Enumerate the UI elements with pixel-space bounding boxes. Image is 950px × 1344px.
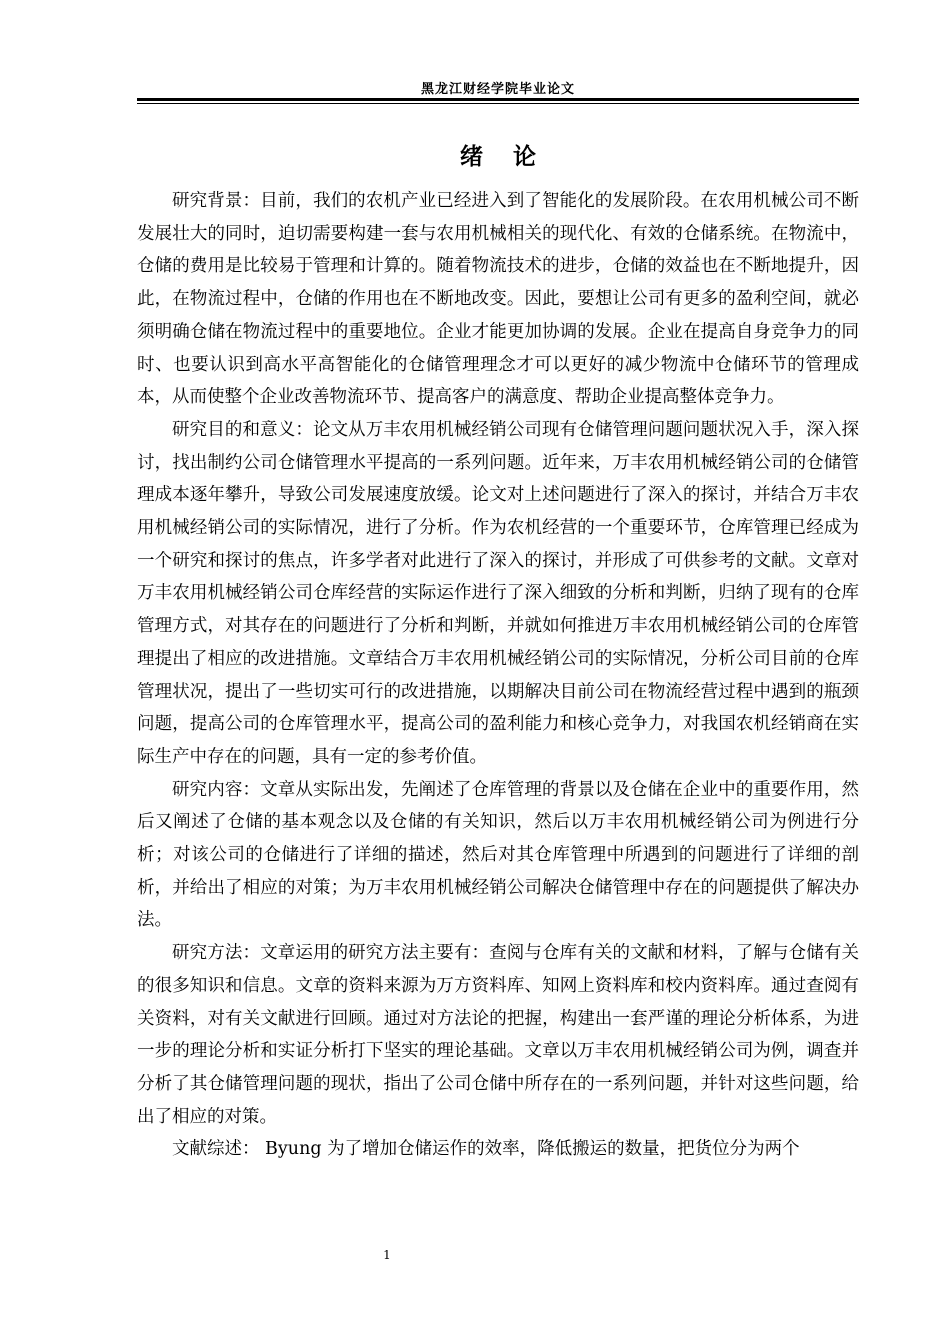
paragraph-literature-review: 文献综述： Byung 为了增加仓储运作的效率，降低搬运的数量，把货位分为两个 bbox=[172, 1139, 800, 1160]
running-header-title: 黑龙江财经学院毕业论文 bbox=[420, 82, 575, 97]
paragraph-purpose: 研究目的和意义：论文从万丰农用机械经销公司现有仓储管理问题问题状况入手，深入探讨，找出制约公司仓储管理水平提高的一系列问题。近年来，万丰农用机械经销公司的仓储管理成本逐年攀升，导致公司发展速度放缓。论文对上述问题进行了深入的探讨，并结合万丰农用机械经销公司的实际情况，进行了分析。作为农机经营的一个重要环节，仓库管理已经成为一个研究和探讨的焦点，许多学者对此进行了深入的探讨，并形成了可供参考的文献。文章对万丰农用机械经销公司仓库经营的实际运作进行了深入细致的分析和判断，归纳了现有的仓库管理方式，对其存在的问题进行了分析和判断，并就如何推进万丰农用机械经销公司的仓库管理提出了相应的改进措施。文章结合万丰农用机械经销公司的实际情况，分析公司目前的仓库管理状况，提出了一些切实可行的改进措施，以期解决目前公司在物流经营过程中遇到的瓶颈问题，提高公司的仓库管理水平，提高公司的盈利能力和核心竞争力，对我国农机经销商在实际生产中存在的问题，具有一定的参考价值。 bbox=[137, 419, 859, 767]
page-number: 1 bbox=[383, 1248, 391, 1262]
header-rule-thick bbox=[137, 98, 859, 101]
paragraph-background: 研究背景：目前，我们的农机产业已经进入到了智能化的发展阶段。在农用机械公司不断发展壮大的同时，迫切需要构建一套与农用机械相关的现代化、有效的仓储系统。在物流中，仓储的费用是比较易于管理和计算的。随着物流技术的进步，仓储的效益也在不断地提升，因此，在物流过程中，仓储的作用也在不断地改变。因此，要想让公司有更多的盈利空间，就必须明确仓储在物流过程中的重要地位。企业才能更加协调的发展。企业在提高自身竞争力的同时、也要认识到高水平高智能化的仓储管理理念才可以更好的减少物流中仓储环节的管理成本，从而使整个企业改善物流环节、提高客户的满意度、帮助企业提高整体竞争力。 bbox=[137, 191, 859, 408]
paragraph-method: 研究方法：文章运用的研究方法主要有：查阅与仓库有关的文献和材料，了解与仓储有关的很多知识和信息。文章的资料来源为万方资料库、知网上资料库和校内资料库。通过查阅有关资料，对有关文献进行回顾。通过对方法论的把握，构建出一套严谨的理论分析体系，为进一步的理论分析和实证分析打下坚实的理论基础。文章以万丰农用机械经销公司为例，调查并分析了其仓储管理问题的现状，指出了公司仓储中所存在的一系列问题，并针对这些问题，给出了相应的对策。 bbox=[137, 943, 859, 1127]
body-text bbox=[137, 185, 859, 1166]
header-rule-thin bbox=[137, 103, 859, 104]
chapter-title: 绪论 bbox=[460, 144, 566, 170]
paragraph-content: 研究内容：文章从实际出发，先阐述了仓库管理的背景以及仓储在企业中的重要作用，然后又阐述了仓储的基本观念以及仓储的有关知识，然后以万丰农用机械经销公司为例进行分析；对该公司的仓储进行了详细的描述，然后对其仓库管理中所遇到的问题进行了详细的剖析，并给出了相应的对策；为万丰农用机械经销公司解决仓储管理中存在的问题提供了解决办法。 bbox=[137, 779, 859, 931]
